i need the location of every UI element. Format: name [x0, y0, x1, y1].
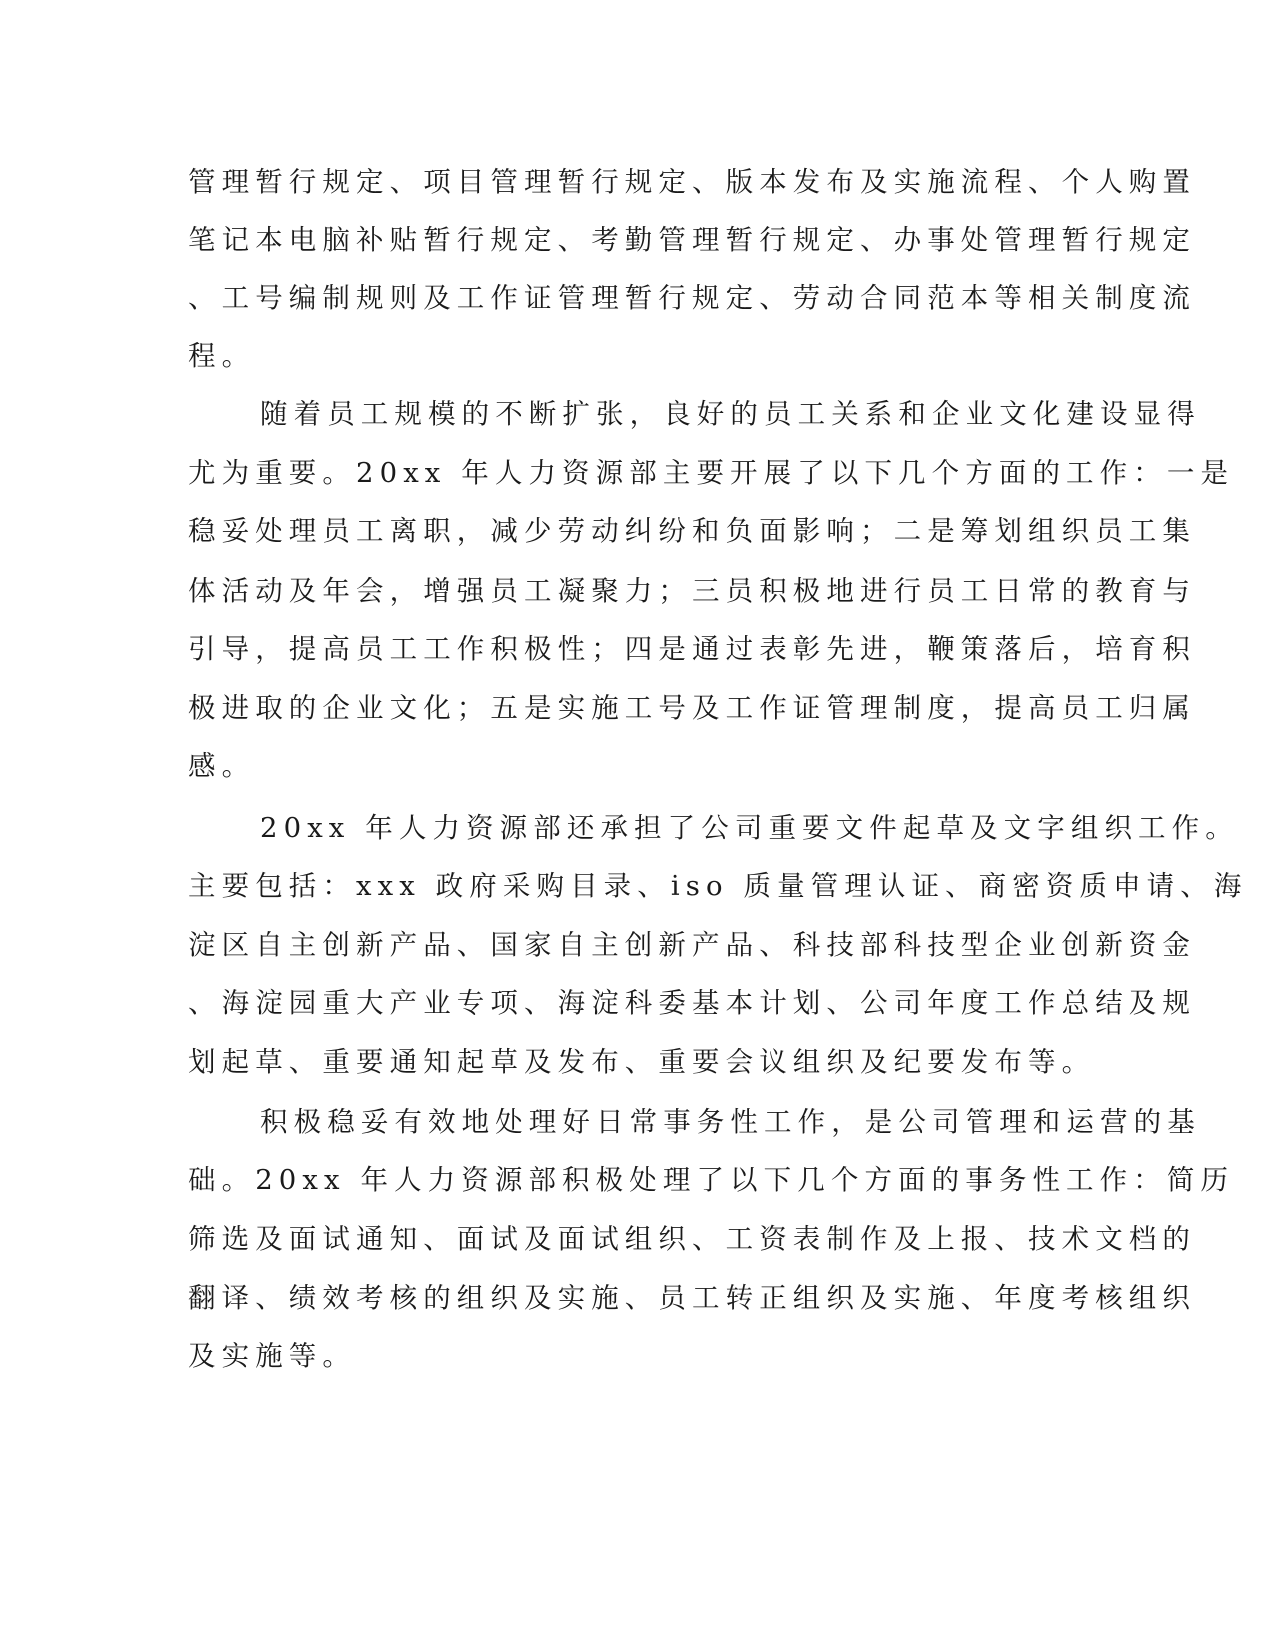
text-line: 、工号编制规则及工作证管理暂行规定、劳动合同范本等相关制度流: [188, 282, 1196, 314]
text-line: 划起草、重要通知起草及发布、重要会议组织及纪要发布等。: [188, 1046, 1096, 1078]
paragraph-first-line: 随着员工规模的不断扩张，良好的员工关系和企业文化建设显得: [260, 398, 1201, 430]
text-line: 筛选及面试通知、面试及面试组织、工资表制作及上报、技术文档的: [188, 1223, 1196, 1255]
text-line: 体活动及年会，增强员工凝聚力；三员积极地进行员工日常的教育与: [188, 575, 1196, 607]
text-line: 尤为重要。20xx 年人力资源部主要开展了以下几个方面的工作：一是: [188, 457, 1235, 489]
paragraph-first-line: 积极稳妥有效地处理好日常事务性工作，是公司管理和运营的基: [260, 1106, 1201, 1138]
text-line: 翻译、绩效考核的组织及实施、员工转正组织及实施、年度考核组织: [188, 1282, 1196, 1314]
text-line: 感。: [188, 750, 256, 782]
text-line: 管理暂行规定、项目管理暂行规定、版本发布及实施流程、个人购置: [188, 166, 1196, 198]
text-line: 笔记本电脑补贴暂行规定、考勤管理暂行规定、办事处管理暂行规定: [188, 224, 1196, 256]
text-line: 淀区自主创新产品、国家自主创新产品、科技部科技型企业创新资金: [188, 929, 1196, 961]
text-line: 主要包括：xxx 政府采购目录、iso 质量管理认证、商密资质申请、海: [188, 870, 1248, 902]
text-line: 引导，提高员工工作积极性；四是通过表彰先进，鞭策落后，培育积: [188, 633, 1196, 665]
paragraph-first-line: 20xx 年人力资源部还承担了公司重要文件起草及文字组织工作。: [260, 812, 1239, 844]
text-line: 、海淀园重大产业专项、海淀科委基本计划、公司年度工作总结及规: [188, 987, 1196, 1019]
text-line: 程。: [188, 340, 256, 372]
text-line: 极进取的企业文化；五是实施工号及工作证管理制度，提高员工归属: [188, 692, 1196, 724]
text-line: 础。20xx 年人力资源部积极处理了以下几个方面的事务性工作：简历: [188, 1164, 1235, 1196]
text-line: 及实施等。: [188, 1340, 356, 1372]
text-line: 稳妥处理员工离职，减少劳动纠纷和负面影响；二是筹划组织员工集: [188, 515, 1196, 547]
